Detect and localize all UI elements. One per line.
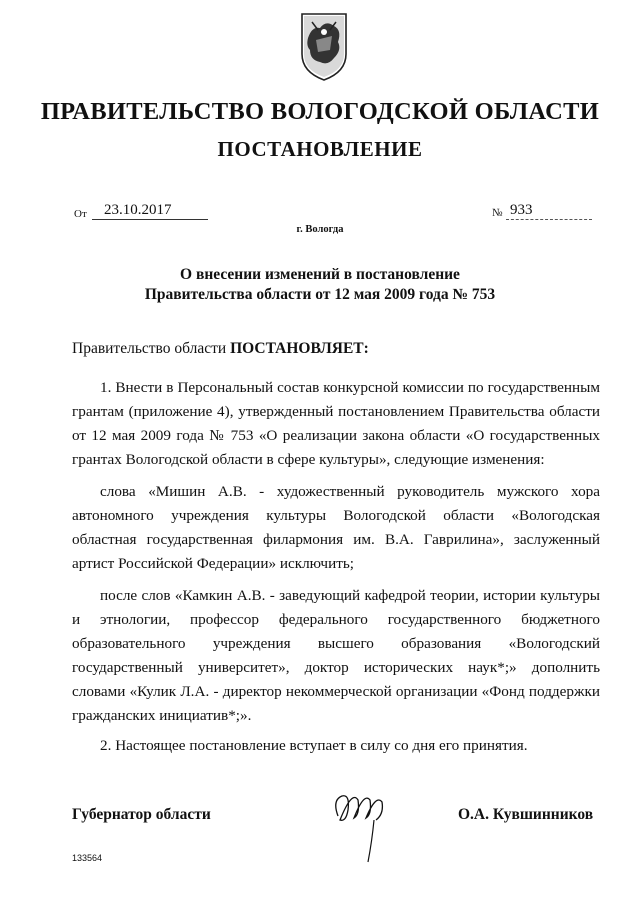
document-subject bbox=[0, 265, 640, 305]
subject-line-2: Правительства области от 12 мая 2009 года № 753 bbox=[144, 286, 496, 303]
subject-line-1: О внесении изменений в постановление bbox=[180, 266, 460, 283]
paragraph-2: слова «Мишин А.В. - художественный руководитель мужского хора автономного учреждения культуры Вологодской области «Вологодская областная государственная филармония им. В.А. Гаврилина», заслуженный артист Российской Федерации» исключить; bbox=[72, 483, 600, 572]
document-id: 133564 bbox=[72, 853, 103, 863]
preamble-verb: ПОСТАНОВЛЯЕТ: bbox=[230, 340, 369, 357]
document-date: 23.10.2017 bbox=[92, 202, 208, 220]
paragraph-1: 1. Внести в Персональный состав конкурсной комиссии по государственным грантам (приложение 4), утвержденный постановлением Правительства области от 12 мая 2009 года № 753 «О реализации закона области «О государственных грантах Вологодской области в сфере культуры», следующие изменения: bbox=[72, 379, 600, 468]
preamble bbox=[72, 340, 369, 358]
coat-of-arms-icon bbox=[298, 10, 350, 84]
signature-icon bbox=[330, 786, 390, 866]
issue-city: г. Вологда bbox=[296, 224, 344, 235]
document-body bbox=[72, 376, 600, 766]
paragraph-3: после слов «Камкин А.В. - заведующий кафедрой теории, истории культуры и этнологии, профессор федерального государственного бюджетного образовательного учреждения высшего образования «Вологодский государственный университет», доктор исторических наук*;» дополнить словами «Кулик Л.А. - директор некоммерческой организации «Фонд поддержки гражданских инициатив*;». bbox=[72, 587, 600, 724]
document-type: ПОСТАНОВЛЕНИЕ bbox=[217, 137, 423, 161]
signatory-title: Губернатор области bbox=[72, 806, 211, 823]
organization-title: ПРАВИТЕЛЬСТВО ВОЛОГОДСКОЙ ОБЛАСТИ bbox=[40, 98, 600, 125]
signatory-name: О.А. Кувшинников bbox=[458, 806, 594, 823]
number-prefix: № bbox=[492, 207, 503, 219]
date-prefix: От bbox=[74, 208, 87, 220]
paragraph-4: 2. Настоящее постановление вступает в силу со дня его принятия. bbox=[100, 737, 528, 754]
document-number: 933 bbox=[506, 202, 592, 220]
preamble-text: Правительство области bbox=[72, 340, 227, 357]
